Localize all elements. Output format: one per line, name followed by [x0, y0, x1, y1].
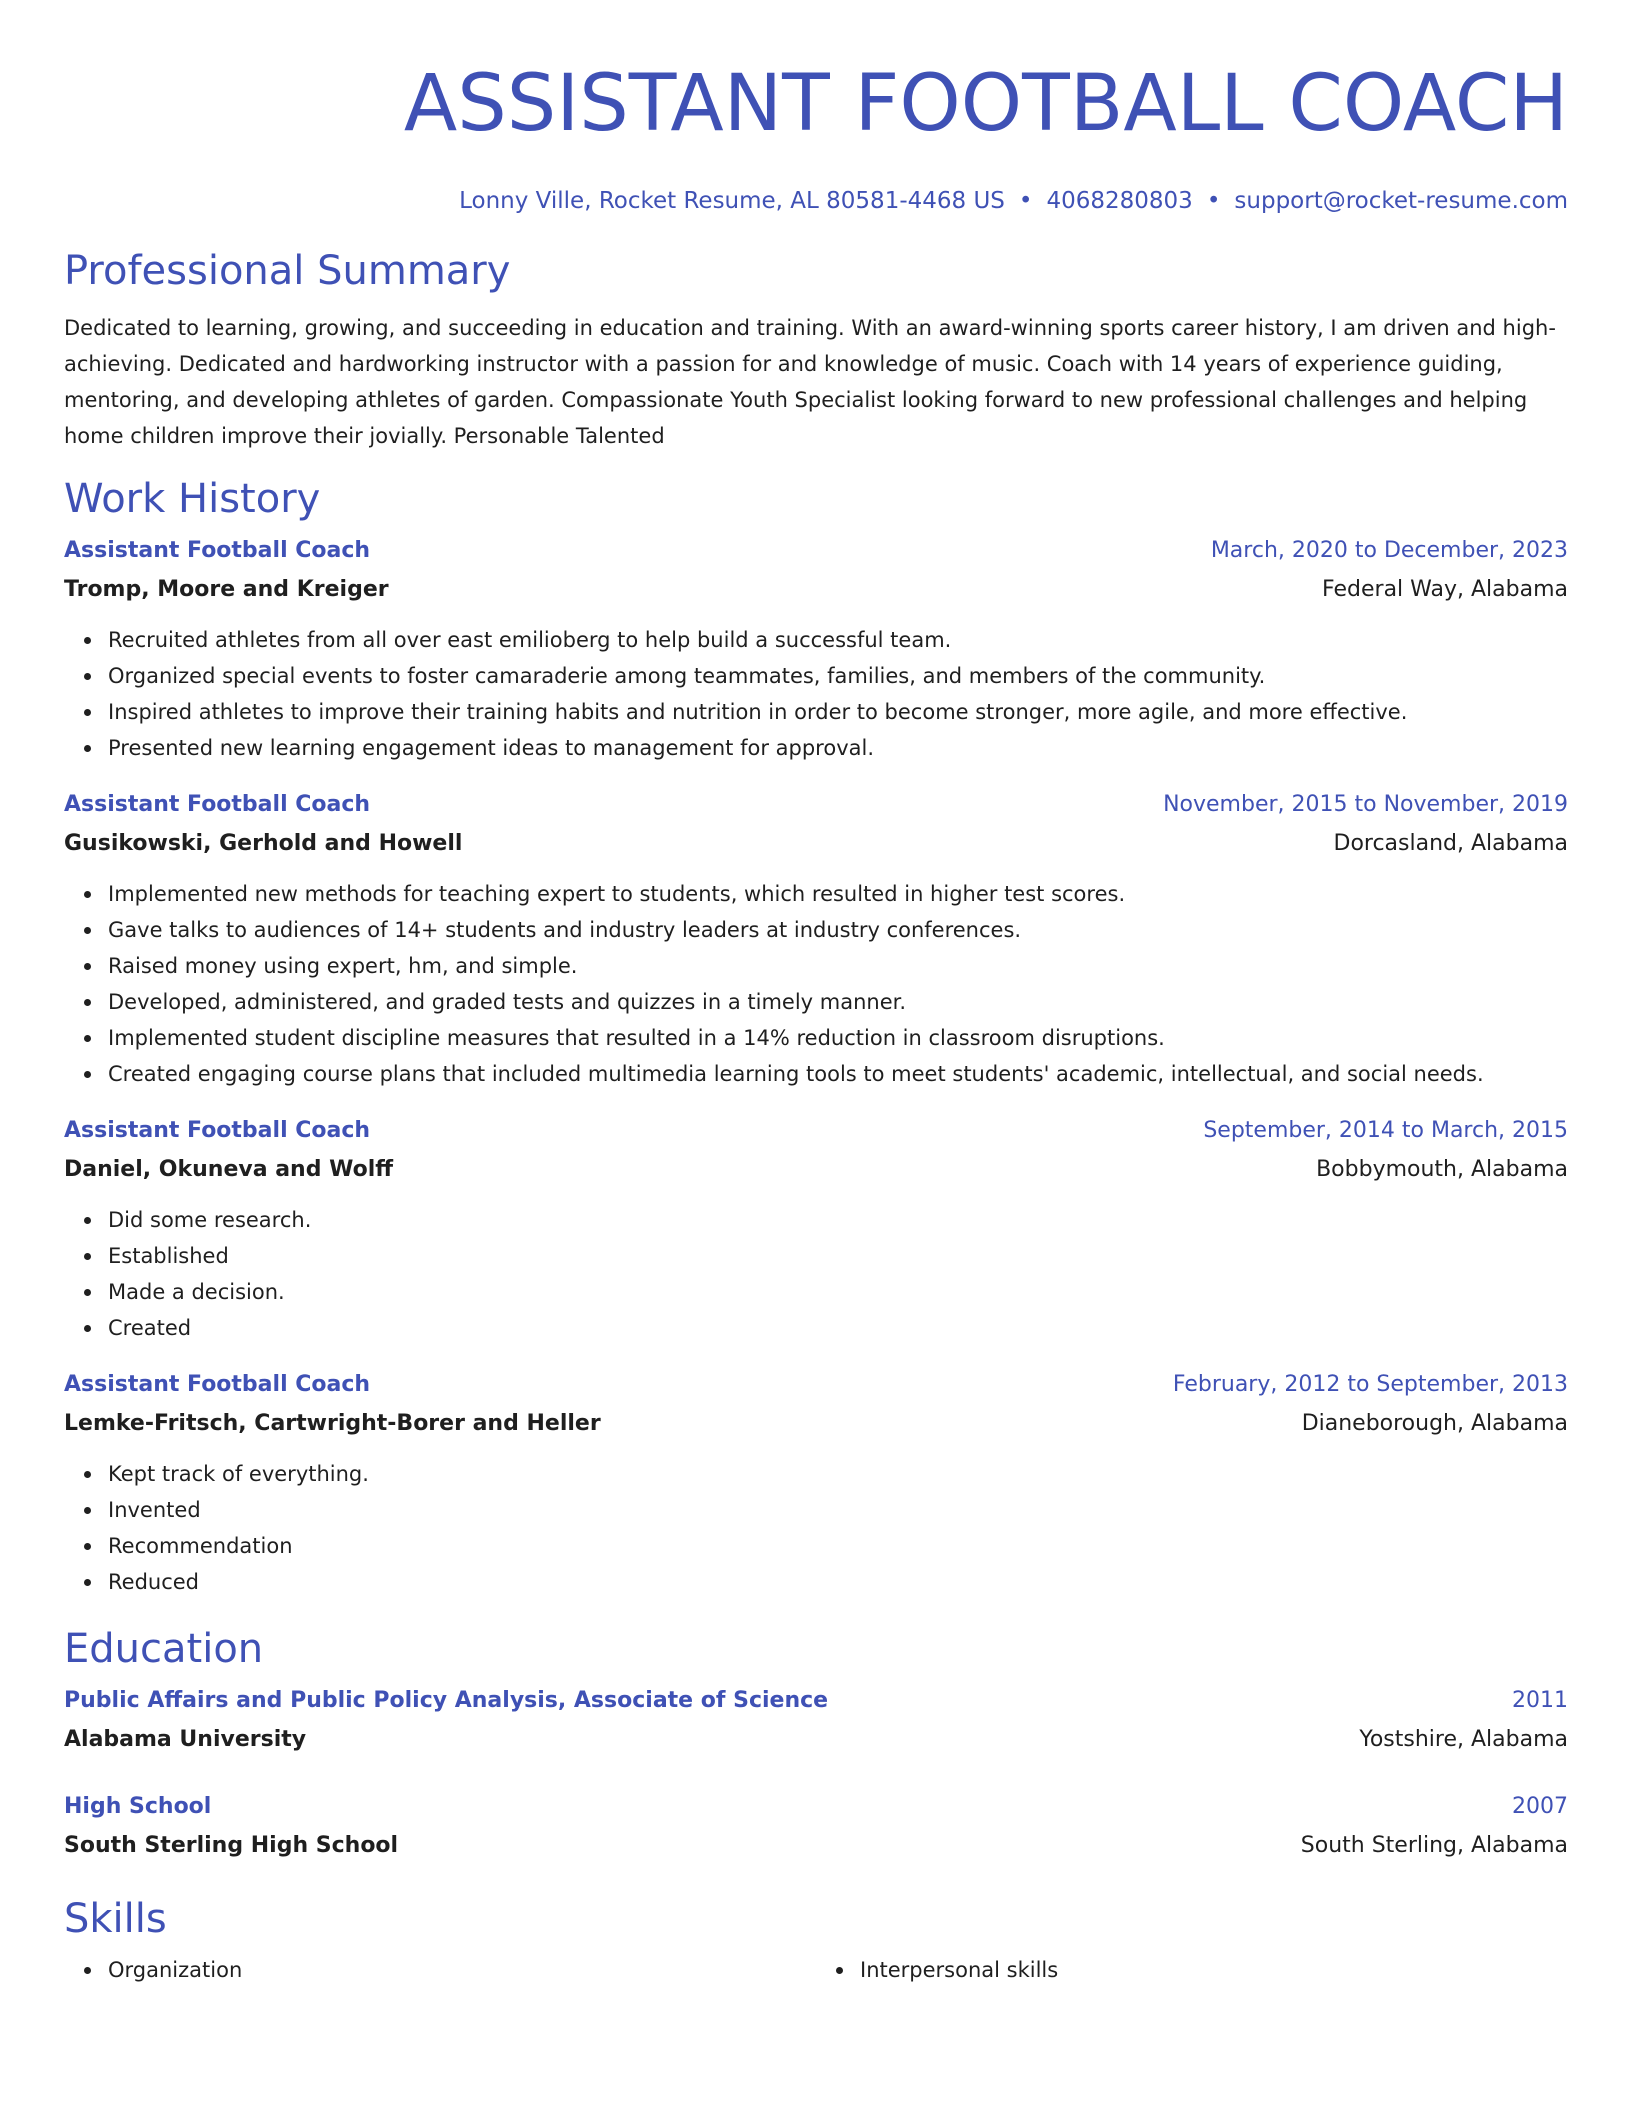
work-history-list — [64, 532, 1568, 1600]
job-bullet: Created — [108, 1310, 1568, 1346]
education-entry — [64, 1682, 1568, 1760]
education-subheader — [64, 1826, 1568, 1866]
contact-line — [64, 186, 1568, 216]
contact-separator: • — [1018, 188, 1033, 214]
job-bullet: Implemented new methods for teaching expert to students, which resulted in higher test scores. — [108, 876, 1568, 912]
job-header — [64, 1112, 1568, 1150]
job-title: Assistant Football Coach — [64, 1372, 371, 1397]
education-location: South Sterling, Alabama — [1300, 1833, 1568, 1858]
job-location: Dorcasland, Alabama — [1333, 831, 1568, 856]
job-bullet: Gave talks to audiences of 14+ students and industry leaders at industry conferences. — [108, 912, 1568, 948]
job-bullet: Recruited athletes from all over east emilioberg to help build a successful team. — [108, 622, 1568, 658]
job-bullet: Created engaging course plans that included multimedia learning tools to meet students' academic, intellectual, and social needs. — [108, 1056, 1568, 1092]
job-bullet: Recommendation — [108, 1528, 1568, 1564]
education-subheader — [64, 1720, 1568, 1760]
skills-column-left — [64, 1952, 816, 1988]
education-entry — [64, 1788, 1568, 1866]
job-company: Lemke-Fritsch, Cartwright-Borer and Heller — [64, 1411, 601, 1436]
education-heading: Education — [64, 1626, 264, 1672]
job-bullet: Organized special events to foster camaraderie among teammates, families, and members of the community. — [108, 658, 1568, 694]
job-bullet: Established — [108, 1238, 1568, 1274]
job-bullet: Made a decision. — [108, 1274, 1568, 1310]
job-title: Assistant Football Coach — [64, 1118, 371, 1143]
education-school: South Sterling High School — [64, 1833, 399, 1858]
skill-item: Organization — [108, 1952, 816, 1988]
job-title: Assistant Football Coach — [64, 792, 371, 817]
job-header — [64, 532, 1568, 570]
job-bullet: Reduced — [108, 1564, 1568, 1600]
job-header — [64, 786, 1568, 824]
job-bullet: Did some research. — [108, 1202, 1568, 1238]
job-dates: September, 2014 to March, 2015 — [1203, 1118, 1568, 1143]
job-bullets — [64, 1456, 1568, 1600]
job-entry — [64, 786, 1568, 1092]
resume-title: ASSISTANT FOOTBALL COACH — [403, 59, 1568, 149]
job-bullet: Implemented student discipline measures that resulted in a 14% reduction in classroom disruptions. — [108, 1020, 1568, 1056]
job-subheader — [64, 824, 1568, 864]
education-degree: High School — [64, 1794, 212, 1819]
job-entry — [64, 1112, 1568, 1346]
job-subheader — [64, 570, 1568, 610]
job-location: Dianeborough, Alabama — [1301, 1411, 1568, 1436]
job-title: Assistant Football Coach — [64, 538, 371, 563]
job-entry — [64, 1366, 1568, 1600]
job-company: Daniel, Okuneva and Wolff — [64, 1157, 394, 1182]
job-company: Tromp, Moore and Kreiger — [64, 577, 389, 602]
job-location: Bobbymouth, Alabama — [1316, 1157, 1568, 1182]
job-location: Federal Way, Alabama — [1322, 577, 1568, 602]
job-bullets — [64, 1202, 1568, 1346]
job-company: Gusikowski, Gerhold and Howell — [64, 831, 463, 856]
job-bullet: Inspired athletes to improve their training habits and nutrition in order to become stronger, more agile, and more effective. — [108, 694, 1568, 730]
job-bullet: Raised money using expert, hm, and simple. — [108, 948, 1568, 984]
job-subheader — [64, 1404, 1568, 1444]
education-degree: Public Affairs and Public Policy Analysis, Associate of Science — [64, 1688, 829, 1713]
job-dates: November, 2015 to November, 2019 — [1163, 792, 1568, 817]
education-list — [64, 1682, 1568, 1866]
job-dates: March, 2020 to December, 2023 — [1210, 538, 1568, 563]
job-bullet: Developed, administered, and graded tests and quizzes in a timely manner. — [108, 984, 1568, 1020]
contact-separator: • — [1206, 188, 1221, 214]
education-year: 2011 — [1512, 1688, 1568, 1713]
job-bullet: Invented — [108, 1492, 1568, 1528]
job-entry — [64, 532, 1568, 766]
contact-email[interactable]: support@rocket-resume.com — [1234, 188, 1568, 214]
job-bullets — [64, 876, 1568, 1092]
contact-address: Lonny Ville, Rocket Resume, AL 80581-4468 US — [459, 188, 1005, 214]
education-header — [64, 1682, 1568, 1720]
summary-heading: Professional Summary — [64, 248, 511, 294]
work-history-heading: Work History — [64, 476, 321, 522]
education-school: Alabama University — [64, 1727, 307, 1752]
job-bullet: Presented new learning engagement ideas to management for approval. — [108, 730, 1568, 766]
job-subheader — [64, 1150, 1568, 1190]
summary-text: Dedicated to learning, growing, and succeeding in education and training. With an award-winning sports career history, I am driven and high-achieving. Dedicated and hardworking instructor with a passion for and knowledge of music. Coach with 14 years of experience guiding, mentoring, and developing athletes of garden. Compassionate Youth Specialist looking forward to new professional challenges and helping home children improve their jovially. Personable Talented — [64, 316, 1556, 448]
job-header — [64, 1366, 1568, 1404]
job-dates: February, 2012 to September, 2013 — [1172, 1372, 1568, 1397]
contact-phone: 4068280803 — [1046, 188, 1193, 214]
job-bullets — [64, 622, 1568, 766]
education-year: 2007 — [1512, 1794, 1568, 1819]
education-header — [64, 1788, 1568, 1826]
skills-grid — [64, 1952, 1568, 1988]
education-location: Yostshire, Alabama — [1359, 1727, 1568, 1752]
job-bullet: Kept track of everything. — [108, 1456, 1568, 1492]
skills-heading: Skills — [64, 1896, 167, 1942]
skills-column-right — [816, 1952, 1568, 1988]
skill-item: Interpersonal skills — [860, 1952, 1568, 1988]
